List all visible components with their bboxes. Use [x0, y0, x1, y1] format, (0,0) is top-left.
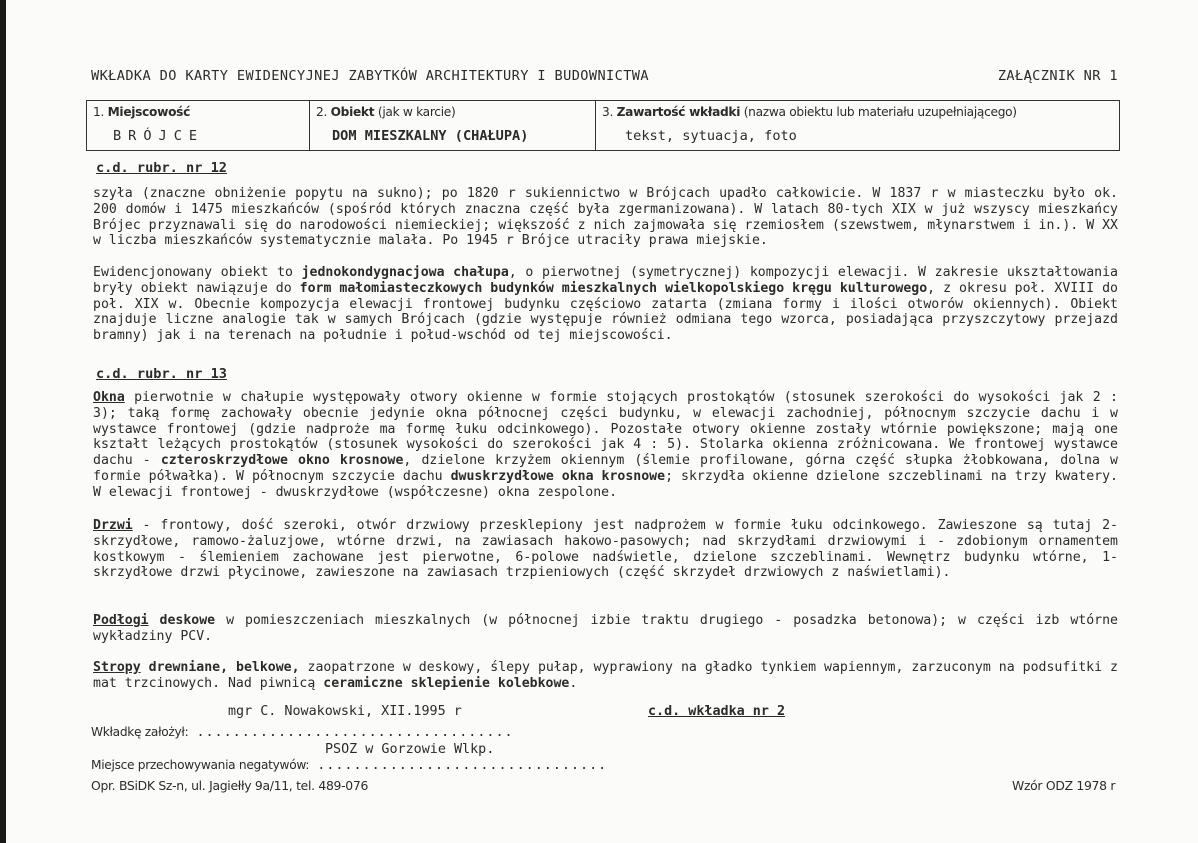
- floors-paragraph: [93, 613, 1118, 645]
- text-run: , dzielone krzyżem okiennym (ślemie profilowane, górna część słupka żłobkowana, dolna w formie półwałka). W północnym szczycie dachu: [93, 453, 1118, 484]
- text-run-bold: dwuskrzydłowe okna krosnowe: [450, 468, 666, 484]
- text-run: , o pierwotnej (symetrycznej) kompozycji elewacji. W zakresie ukształtowania bryły obiekt nawiązuje do: [93, 265, 1118, 296]
- place-label-text: Miejscowość: [107, 105, 191, 119]
- text-run: .: [569, 675, 578, 691]
- object-label-note: (jak w karcie): [377, 105, 456, 119]
- scan-edge: [0, 0, 6, 843]
- founded-label: Wkładkę założył:: [91, 725, 189, 739]
- text-run: zaopatrzone w deskowy, ślepy pułap, wyprawiony na gładko tynkiem wapiennym, zarzuconym na podsufitki z mat trzcinowych. Nad piwnicą: [93, 660, 1118, 691]
- object-description-paragraph: [93, 265, 1118, 344]
- annex-number: ZAŁĄCZNIK NR 1: [997, 68, 1118, 84]
- storage-dots: ................................: [317, 758, 608, 773]
- place-value: BRÓJCE: [113, 128, 205, 144]
- contents-label-note: (nazwa obiektu lub materiału uzupełniającego): [743, 105, 1017, 119]
- founded-dots: ...................................: [196, 725, 514, 740]
- printer-info: Opr. BSiDK Sz-n, ul. Jagiełły 9a/11, tel. 489-076: [91, 778, 369, 793]
- place-box: [87, 101, 310, 150]
- storage-line: [91, 758, 607, 773]
- place-label: [93, 105, 190, 119]
- windows-keyword: Okna: [93, 390, 125, 405]
- floors-keyword: Podłogi: [93, 613, 149, 628]
- history-paragraph: szyła (znaczne obniżenie popytu na sukno); po 1820 r sukiennictwo w Brójcach upadło całkowicie. W 1837 r w miasteczku było ok. 200 domów i 1475 mieszkańców (spośród których znaczna część była zgermanizowana). W latach 80-tych XIX w już wszyscy mieszkańcy Brójec przyznawali się do narodowości niemieckiej; większość z nich zajmowała się rzemiosłem (szewstwem, młynarstwem i in.). W XX w liczba mieszkańców systematycznie malała. Po 1945 r Brójce utraciły prawa miejskie.: [93, 186, 1118, 249]
- doors-keyword: Drzwi: [93, 518, 133, 533]
- founded-line: [91, 725, 514, 740]
- doors-paragraph: [93, 518, 1118, 581]
- text-run-bold: ceramiczne sklepienie kolebkowe: [323, 675, 570, 691]
- continued-note: c.d. wkładka nr 2: [648, 704, 786, 719]
- page-header: [91, 68, 1118, 86]
- contents-box: [596, 101, 1119, 150]
- storage-value: PSOZ w Gorzowie Wlkp.: [325, 742, 495, 757]
- windows-paragraph: [93, 390, 1118, 501]
- text-run: Ewidencjonowany obiekt to: [93, 265, 302, 280]
- object-box: [310, 101, 596, 150]
- section-heading-13: c.d. rubr. nr 13: [96, 366, 227, 382]
- text-run-bold: deskowe: [148, 613, 216, 628]
- text-run-bold: drewniane, belkowe,: [140, 660, 300, 675]
- section-heading-12: c.d. rubr. nr 12: [96, 160, 227, 176]
- text-run: - frontowy, dość szeroki, otwór drzwiowy przesklepiony jest nadprożem w formie łuku odcinkowego. Zawieszone są tutaj 2-skrzydłowe, ramowo-żaluzjowe, wtórne drzwi, na zawiasach hakowo-pasowych; nad skrzydłami drzwiowymi i - zdobionym ornamentem kostkowym - ślemieniem zachowane jest pierwotne, 6-polowe nadświetle, dzielone szczeblinami. Wewnętrz budynku wtórne, 1-skrzydłowe drzwi płycinowe, zawieszone na zawiasach trzpieniowych (część skrzydeł drzwiowych z naświetlami).: [93, 518, 1118, 581]
- text-run-bold: czteroskrzydłowe okno krosnowe: [160, 453, 404, 469]
- ceilings-keyword: Stropy: [93, 660, 141, 675]
- author-value: mgr C. Nowakowski, XII.1995 r: [228, 704, 462, 719]
- place-label-number: 1.: [93, 105, 105, 119]
- form-version: Wzór ODZ 1978 r: [1012, 778, 1116, 793]
- contents-value: tekst, sytuacja, foto: [625, 128, 797, 144]
- contents-label: [602, 105, 1017, 119]
- contents-label-number: 3.: [602, 105, 614, 119]
- object-label: [316, 105, 455, 119]
- object-label-text: Obiekt: [330, 105, 375, 119]
- text-run: ; skrzydła okienne dzielone szczeblinami na trzy kwatery. W elewacji frontowej - dwuskrzydłowe (współczesne) okna zespolone.: [93, 468, 1118, 500]
- text-run: , z okresu poł. XVIII do poł. XIX w. Obecnie kompozycja elewacji frontowej budynku częściowo zatarta (zmiana formy i ilości otworów okiennych). Obiekt znajduje liczne analogie tak w samych Brójcach (gdzie występuje również odmiana tego wzorca, posiadająca przyszczytowy przejazd bramny) jak i na terenach na południe i połud-wschód od tej miejscowości.: [93, 280, 1118, 344]
- ceilings-paragraph: [93, 660, 1118, 692]
- form-title: WKŁADKA DO KARTY EWIDENCYJNEJ ZABYTKÓW ARCHITEKTURY I BUDOWNICTWA: [91, 68, 649, 84]
- contents-label-text: Zawartość wkładki: [616, 105, 741, 119]
- text-run: pierwotnie w chałupie występowały otwory okienne w formie stojących prostokątów (stosunek szerokości do wysokości jak 2 : 3); taką formę zachowały obecnie jedynie okna północnej części budynku, w elewacji zachodniej, północnym szczycie dachu i w wystawce frontowej (gdzie nadproże ma formę łuku odcinkowego). Pozostałe otwory okienne zostały wtórnie powiększone; mają one kształt leżących prostokątów (stosunek wysokości do szerokości jak 4 : 5). Stolarka okienna zróżnicowana. We frontowej wystawce dachu -: [93, 390, 1118, 469]
- header-boxes: [86, 100, 1120, 151]
- object-label-number: 2.: [316, 105, 328, 119]
- text-run-bold: jednokondygnacjowa chałupa: [301, 265, 509, 280]
- text-run-bold: form małomiasteczkowych budynków mieszkalnych wielkopolskiego kręgu kulturowego: [299, 280, 928, 296]
- object-value: DOM MIESZKALNY (CHAŁUPA): [332, 128, 529, 144]
- text-run: w pomieszczeniach mieszkalnych (w północnej izbie traktu drugiego - posadzka betonowa); w części izb wtórne wykładziny PCV.: [93, 613, 1118, 644]
- storage-label: Miejsce przechowywania negatywów:: [91, 758, 310, 772]
